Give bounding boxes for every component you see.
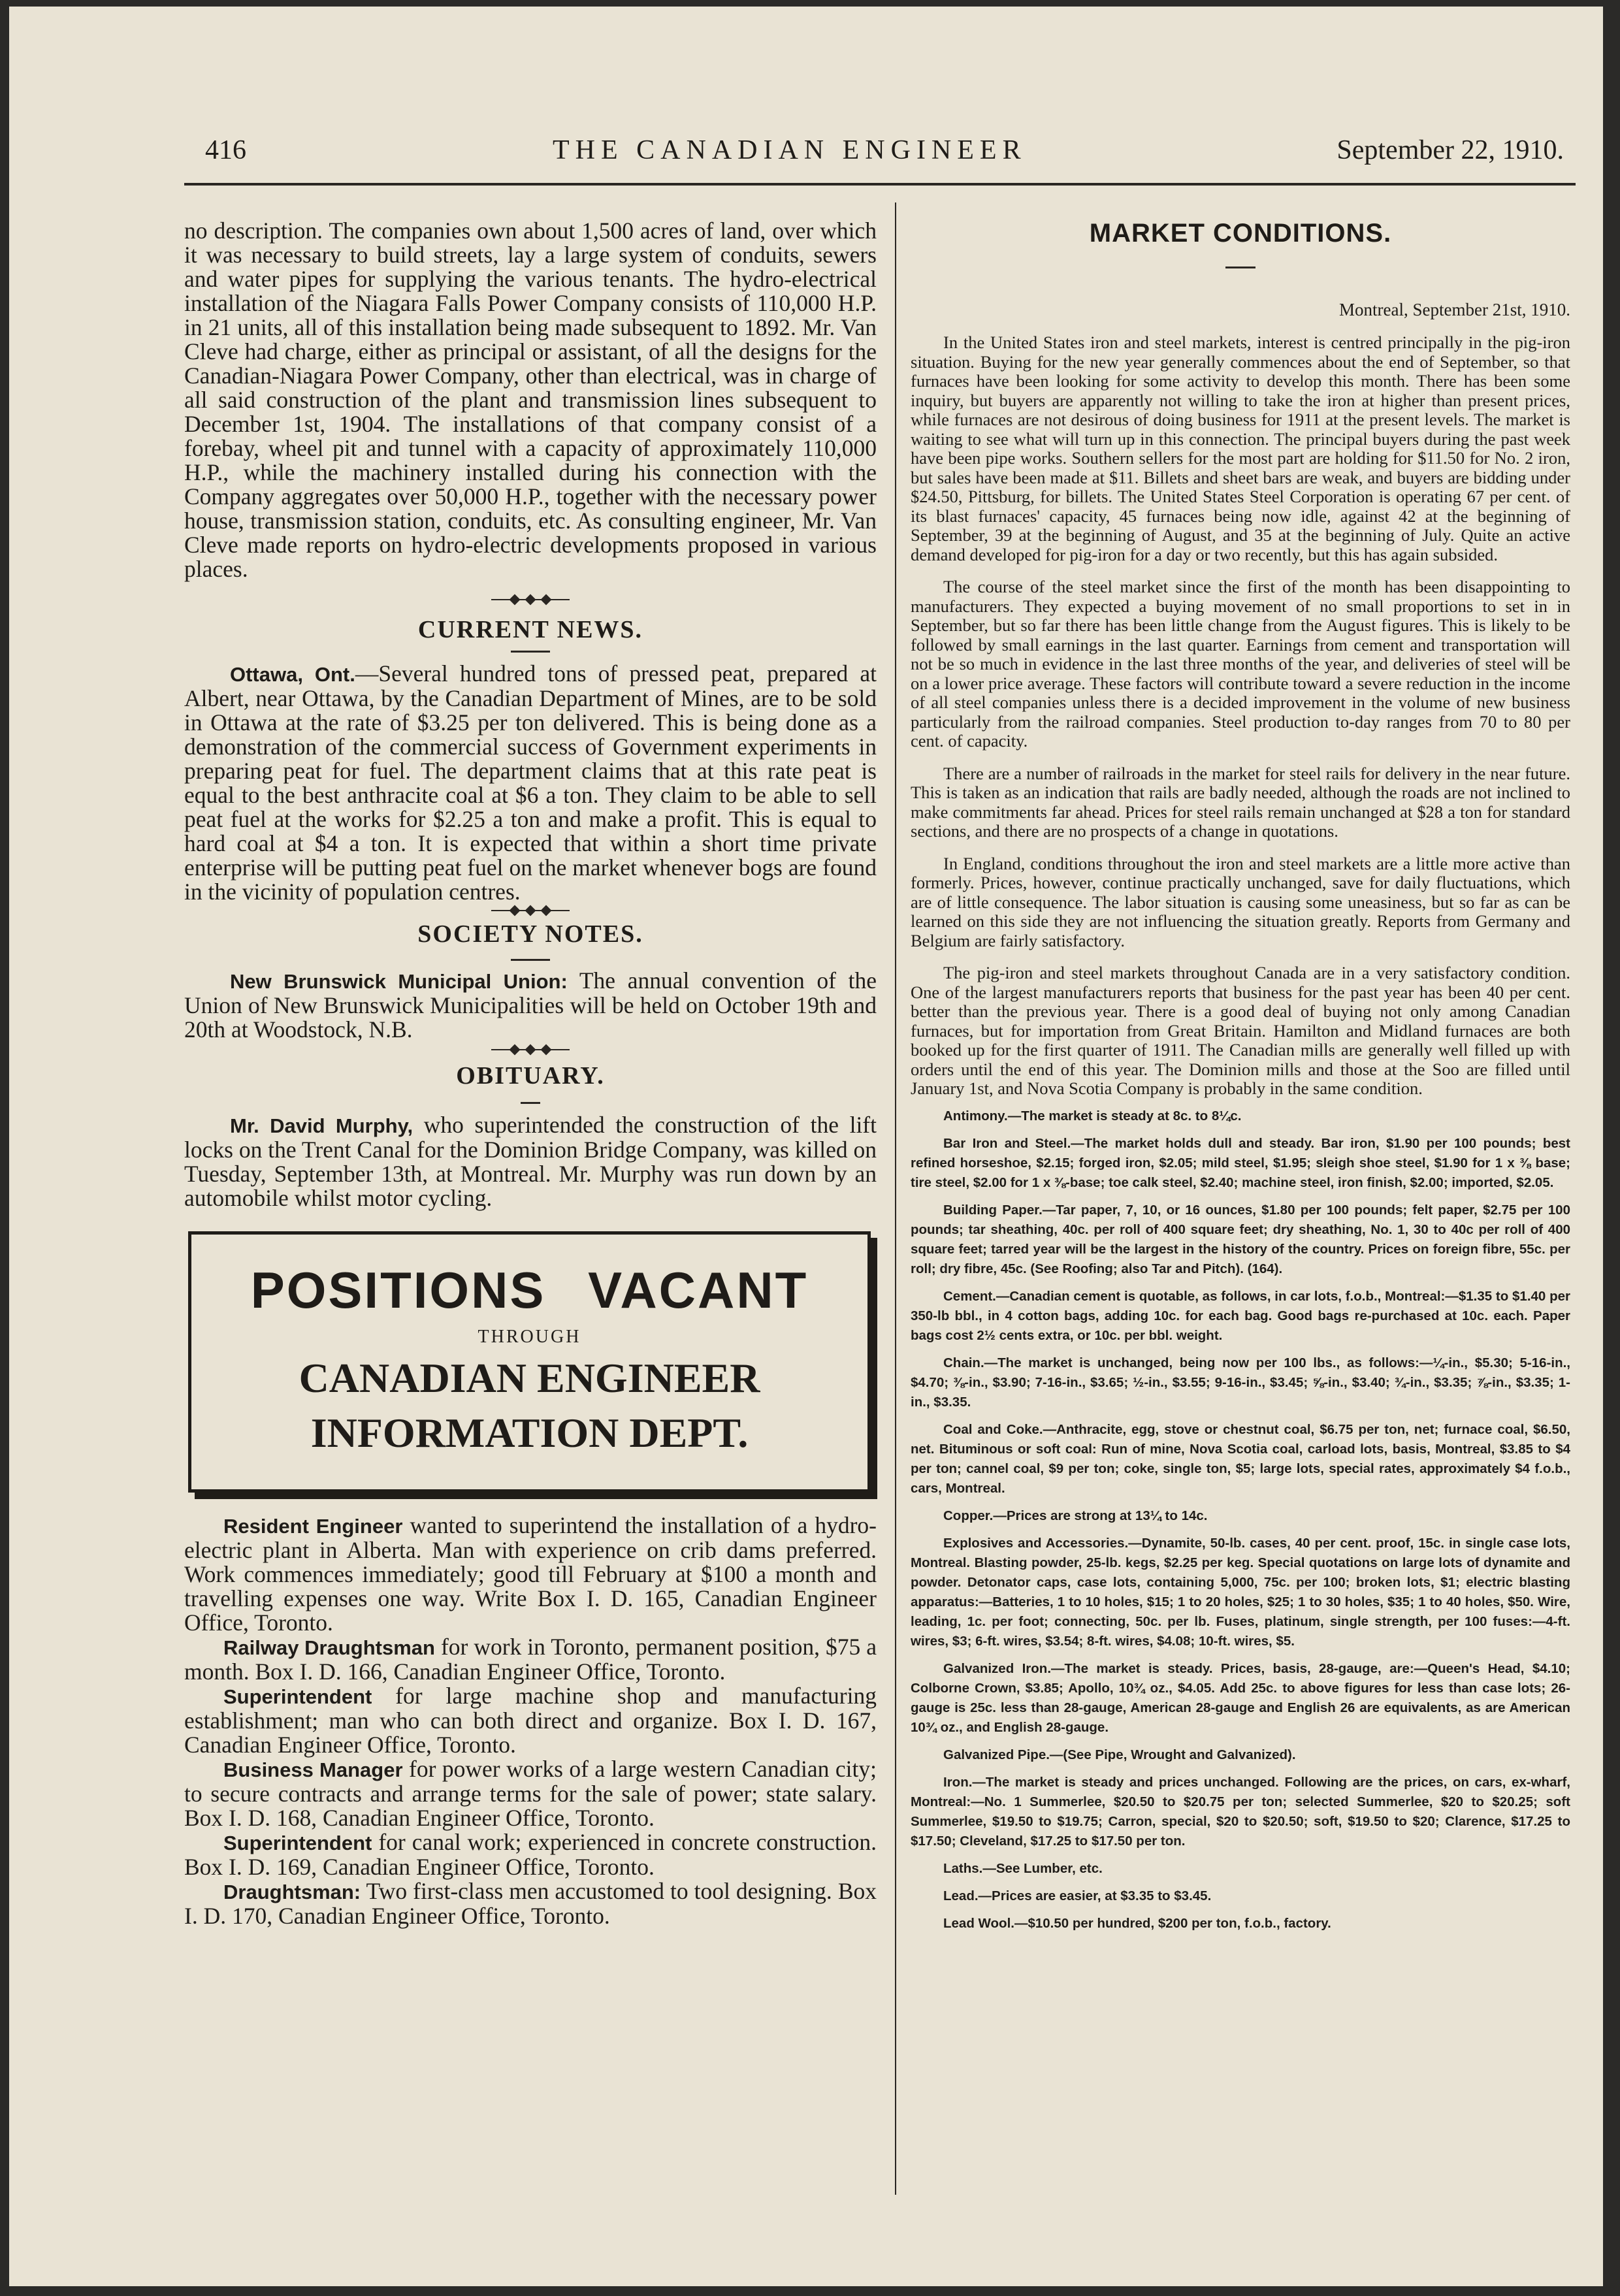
current-news-item [184, 662, 877, 904]
price-item: Bar Iron and Steel.—The market holds dull and steady. Bar iron, $1.90 per 100 pounds; best refined horseshoe, $2.15; forged iron, $2.05; mild steel, $1.95; sleigh shoe steel, $1.90 for 1 x ⅜ base; tire steel, $2.00 for 1 x ⅜-base; toe calk steel, $2.40; machine steel, iron finish, $2.00; imported, $2.05. [911, 1135, 1570, 1190]
section-ornament [491, 1046, 570, 1054]
price-listings [911, 1107, 1570, 1933]
dateline: Montreal, September 21st, 1910. [1339, 300, 1570, 319]
society-notes-item [184, 969, 877, 1042]
price-item: Iron.—The market is steady and prices unchanged. Following are the prices, on cars, ex-wharf, Montreal:—No. 1 Summerlee, $20.50 to $20.75 per ton; selected Summerlee, $20 to $20.25; soft Summerlee, $19.50 to $19.75; Carron, special, $20 to $20.50; soft, $19.50 to $20; Clarence, $17.25 to $17.50; Cleveland, $17.25 to $17.50 per ton. [911, 1774, 1570, 1849]
column-divider [895, 202, 896, 2195]
job-listing [184, 1684, 877, 1757]
commentary-paragraph: The pig-iron and steel markets throughout Canada are in a very satisfactory condition. One of the largest manufacturers reports that business for the past year has been 40 per cent. better than the previous year. There is a good deal of buying not only among Canadian furnaces, but for importation from Great Britain. Hamilton and Midland furnaces are both booked up for the first quarter of 1911. The Canadian mills are generally well filled up with orders until the end of this year. The Dominion mills and those at the Soo are filled until January 1st, and Nova Scotia Company is probably in the same condition. [911, 963, 1570, 1098]
obituary-heading: OBITUARY. [456, 1062, 605, 1090]
job-listings [184, 1513, 877, 1928]
commentary-paragraph: There are a number of railroads in the market for steel rails for delivery in the near future. This is taken as an indication that rails are badly needed, although the roads are not inclined to make commitments far ahead. Prices for steel rails remain unchanged at $28 a ton for standard sections, and there are no prospects of a change in quotations. [911, 763, 1570, 841]
price-item: Copper.—Prices are strong at 13¼ to 14c. [943, 1508, 1208, 1523]
market-commentary [911, 333, 1570, 1099]
article-continuation: no description. The companies own about 1,500 acres of land, over which it was necessary to build streets, lay a large system of conduits, sewers and water pipes for supplying the various tenants. The hydro-electrical installation of the Niagara Falls Power Company consists of 110,000 H.P. in 21 units, all of this installation being made subsequent to 1892. Mr. Van Cleve had charge, either as principal or assistant, of all the designs for the Canadian-Niagara Power Company, other than electrical, was in charge of all said construction of the plant and transmission lines subsequent to December 1st, 1904. The installations of that company consist of a forebay, wheel pit and tunnel with a capacity of approximately 110,000 H.P., while the machinery installed during his connection with the Company aggregates over 50,000 H.P., together with the necessary power house, transmission station, conduits, etc. As consulting engineer, Mr. Van Cleve made reports on hydro-electric developments proposed in various places. [184, 218, 877, 582]
newspaper-page [9, 7, 1603, 2286]
header-rule [184, 183, 1576, 186]
price-item: Building Paper.—Tar paper, 7, 10, or 16 ounces, $1.80 per 100 pounds; felt paper, $2.75 per 100 pounds; tar sheathing, 40c. per roll of 400 square feet; dry sheathing, No. 1, 30 to 40c per roll of 400 square feet; tarred year will be the largest in the history of the country. Prices on foreign fibre, 55c. per roll; dry fibre, 45c. (See Roofing; also Tar and Pitch). (164). [911, 1202, 1570, 1276]
job-title: Railway Draughtsman [223, 1636, 435, 1659]
price-item: Explosives and Accessories.—Dynamite, 50-lb. cases, 40 per cent. proof, 15c. in single case lots, Montreal. Blasting powder, 25-lb. kegs, $2.25 per keg. Special quotations on large lots of dynamite and powder. Detonator caps, case lots, containing 5,000, 75c. per 100; broken lots, $1; electric blasting apparatus:—Batteries, 1 to 10 holes, $15; 1 to 20 holes, $25; 1 to 30 holes, $35; 1 to 40 holes, $50. Wire, leading, 1c. per foot; connecting, 50c. per lb. Fuses, platinum, single strength, per 100 fuses:—4-ft. wires, $3; 6-ft. wires, $3.54; 8-ft. wires, $4.08; 10-ft. wires, $5. [911, 1535, 1570, 1649]
job-listing [184, 1635, 877, 1684]
job-title: Superintendent [223, 1685, 372, 1708]
news-text: —Several hundred tons of pressed peat, prepared at Albert, near Ottawa, by the Canadian Department of Mines, are to be sold in Ottawa at the rate of $3.25 per ton delivered. This is being done as a demonstration of the commercial success of Government experiments in preparing peat for fuel. The department claims that at this rate peat is equal to the best anthracite coal at $6 a ton. They claim to be able to sell peat fuel at the works for $2.25 a ton and make a profit. This is equal to hard coal at $4 a ton. It is expected that within a short time private enterprise will be putting peat fuel on the market whenever bogs are found in the vicinity of population centres. [184, 660, 877, 905]
job-title: Superintendent [223, 1832, 372, 1854]
price-item: Lead.—Prices are easier, at $3.35 to $3.45. [943, 1888, 1212, 1903]
department-name-line1: CANADIAN ENGINEER [299, 1355, 760, 1401]
job-listing [184, 1879, 877, 1928]
job-description: for large machine shop and manufacturing establishment; man who can both direct and organize. Box I. D. 167, Canadian Engineer Office, Toronto. [184, 1683, 877, 1758]
journal-title: THE CANADIAN ENGINEER [553, 135, 1027, 165]
heading-underline [511, 651, 550, 653]
job-description: Two first-class men accustomed to tool designing. Box I. D. 170, Canadian Engineer Office, Toronto. [184, 1878, 877, 1929]
page-number: 416 [205, 135, 246, 165]
price-item: Laths.—See Lumber, etc. [943, 1860, 1103, 1876]
price-item: Galvanized Pipe.—(See Pipe, Wrought and Galvanized). [943, 1747, 1296, 1762]
job-description: for work in Toronto, permanent position, $75 a month. Box I. D. 166, Canadian Engineer Office, Toronto. [184, 1634, 877, 1685]
department-name-line2: INFORMATION DEPT. [310, 1410, 749, 1456]
heading-underline [1225, 267, 1256, 268]
through-label: THROUGH [478, 1327, 581, 1347]
obituary-lead: Mr. David Murphy, [230, 1114, 413, 1137]
right-column [911, 219, 1570, 1933]
obituary-text: who superintended the construction of the lift locks on the Trent Canal for the Dominion Bridge Company, was killed on Tuesday, September 13th, at Montreal. Mr. Murphy was run down by an automobile whilst motor cycling. [184, 1112, 877, 1211]
left-column [184, 219, 877, 1928]
news-lead: Ottawa, Ont. [230, 663, 355, 686]
price-item: Cement.—Canadian cement is quotable, as follows, in car lots, f.o.b., Montreal:—$1.35 to $1.40 per 350-lb bbl., in 4 cotton bags, adding 10c. for each bag. Good bags re-purchased at 10c. each. Paper bags cost 2½ cents extra, or 10c. per bbl. weight. [911, 1288, 1570, 1343]
job-description: for power works of a large western Canadian city; to secure contracts and arrange terms for the sale of power; state salary. Box I. D. 168, Canadian Engineer Office, Toronto. [184, 1756, 877, 1831]
job-listing [184, 1757, 877, 1830]
heading-underline [511, 959, 550, 961]
job-title: Resident Engineer [223, 1515, 403, 1538]
current-news-heading: CURRENT NEWS. [417, 616, 643, 643]
obituary-item [184, 1113, 877, 1210]
positions-vacant-box [188, 1231, 871, 1493]
commentary-paragraph: The course of the steel market since the first of the month has been disappointing to manufacturers. They expected a buying movement of no small proportions to set in in September, but so far there has been little change from the August figures. This is likely to be followed by small earnings in the last quarter. Earnings from cement and transportation will not be so much in evidence in the last three months of the year, and deliveries of steel will be on a lower price average. These factors will contribute toward a severe reduction in the income of all steel companies unless there is a decided improvement in the volume of new business particularly from the railroad companies. Steel production to-day ranges from 70 to 80 per cent. of capacity. [911, 577, 1570, 751]
job-listing [184, 1830, 877, 1879]
issue-date: September 22, 1910. [1336, 135, 1564, 165]
job-description: for canal work; experienced in concrete construction. Box I. D. 169, Canadian Engineer Office, Toronto. [184, 1829, 877, 1880]
commentary-paragraph: In England, conditions throughout the iron and steel markets are a little more active than formerly. Prices, however, continue practically unchanged, save for daily fluctuations, which are of little consequence. The labor situation is causing some uneasiness, but so far as can be learned on this side they are not influencing the situation greatly. Reports from Germany and Belgium are fairly satisfactory. [911, 853, 1570, 950]
commentary-paragraph: In the United States iron and steel markets, interest is centred principally in the pig-iron situation. Buying for the new year generally commences about the end of September, so that furnaces have been looking for some activity to develop this month. There has been some inquiry, but buyers are apparently not willing to take the iron at higher than present prices, while furnaces are not desirous of doing business for 1911 at the present levels. The market is waiting to see what will turn up in this connection. The principal buyers during the past week have been pipe works. Southern sellers for the most part are holding for $11.50 for No. 2 iron, but sales have been made at $11. Billets and sheet bars are weak, and buyers are bidding under $24.50, Pittsburg, for billets. The United States Steel Corporation is operating 67 per cent. of its blast furnaces' capacity, 45 furnaces being now idle, against 42 at the beginning of September, 39 at the beginning of August, and 35 at the beginning of July. Quite an active demand developed for pig-iron for a day or two recently, but this has again subsided. [911, 332, 1570, 564]
price-item: Lead Wool.—$10.50 per hundred, $200 per ton, f.o.b., factory. [943, 1915, 1331, 1931]
society-text: The annual convention of the Union of New Brunswick Municipalities will be held on October 19th and 20th at Woodstock, N.B. [184, 967, 877, 1043]
society-notes-heading: SOCIETY NOTES. [417, 920, 643, 948]
job-title: Draughtsman: [223, 1881, 361, 1903]
price-item: Coal and Coke.—Anthracite, egg, stove or chestnut coal, $6.75 per ton, net; furnace coal, $6.50, net. Bituminous or soft coal: Run of mine, Nova Scotia coal, carload lots, basis, Montreal, $3.85 to $4 per ton; cannel coal, $9 per ton; coke, single ton, $5; large lots, special rates, approximately $4 f.o.b., cars, Montreal. [911, 1421, 1570, 1496]
heading-underline [521, 1102, 540, 1104]
price-item: Galvanized Iron.—The market is steady. Prices, basis, 28-gauge, are:—Queen's Head, $4.10; Colborne Crown, $3.85; Apollo, 10¾ oz., $4.05. Add 25c. to above figures for less than case lots; 26-gauge is 25c. less than 28-gauge, American 28-gauge and English 26 are equivalents, as are American 10¾ oz., and English 28-gauge. [911, 1660, 1570, 1735]
section-ornament [491, 907, 570, 914]
price-item: Chain.—The market is unchanged, being now per 100 lbs., as follows:—¼-in., $5.30; 5-16-in., $4.70; ⅜-in., $3.90; 7-16-in., $3.65; ½-in., $3.55; 9-16-in., $3.45; ⅝-in., $3.40; ¾-in., $3.35; ⅞-in., $3.35; 1-in., $3.35. [911, 1355, 1570, 1410]
society-lead: New Brunswick Municipal Union: [230, 970, 568, 993]
page-header [205, 135, 1564, 180]
price-item: Antimony.—The market is steady at 8c. to 8¼c. [943, 1108, 1242, 1124]
positions-vacant-headline: POSITIONS VACANT [250, 1261, 809, 1319]
market-conditions-heading: MARKET CONDITIONS. [1089, 219, 1392, 248]
job-title: Business Manager [223, 1758, 403, 1781]
section-ornament [491, 596, 570, 604]
job-listing [184, 1513, 877, 1635]
job-description: wanted to superintend the installation of a hydro-electric plant in Alberta. Man with experience on crib dams preferred. Work commences immediately; good till February at $100 a month and travelling expenses one way. Write Box I. D. 165, Canadian Engineer Office, Toronto. [184, 1512, 877, 1636]
